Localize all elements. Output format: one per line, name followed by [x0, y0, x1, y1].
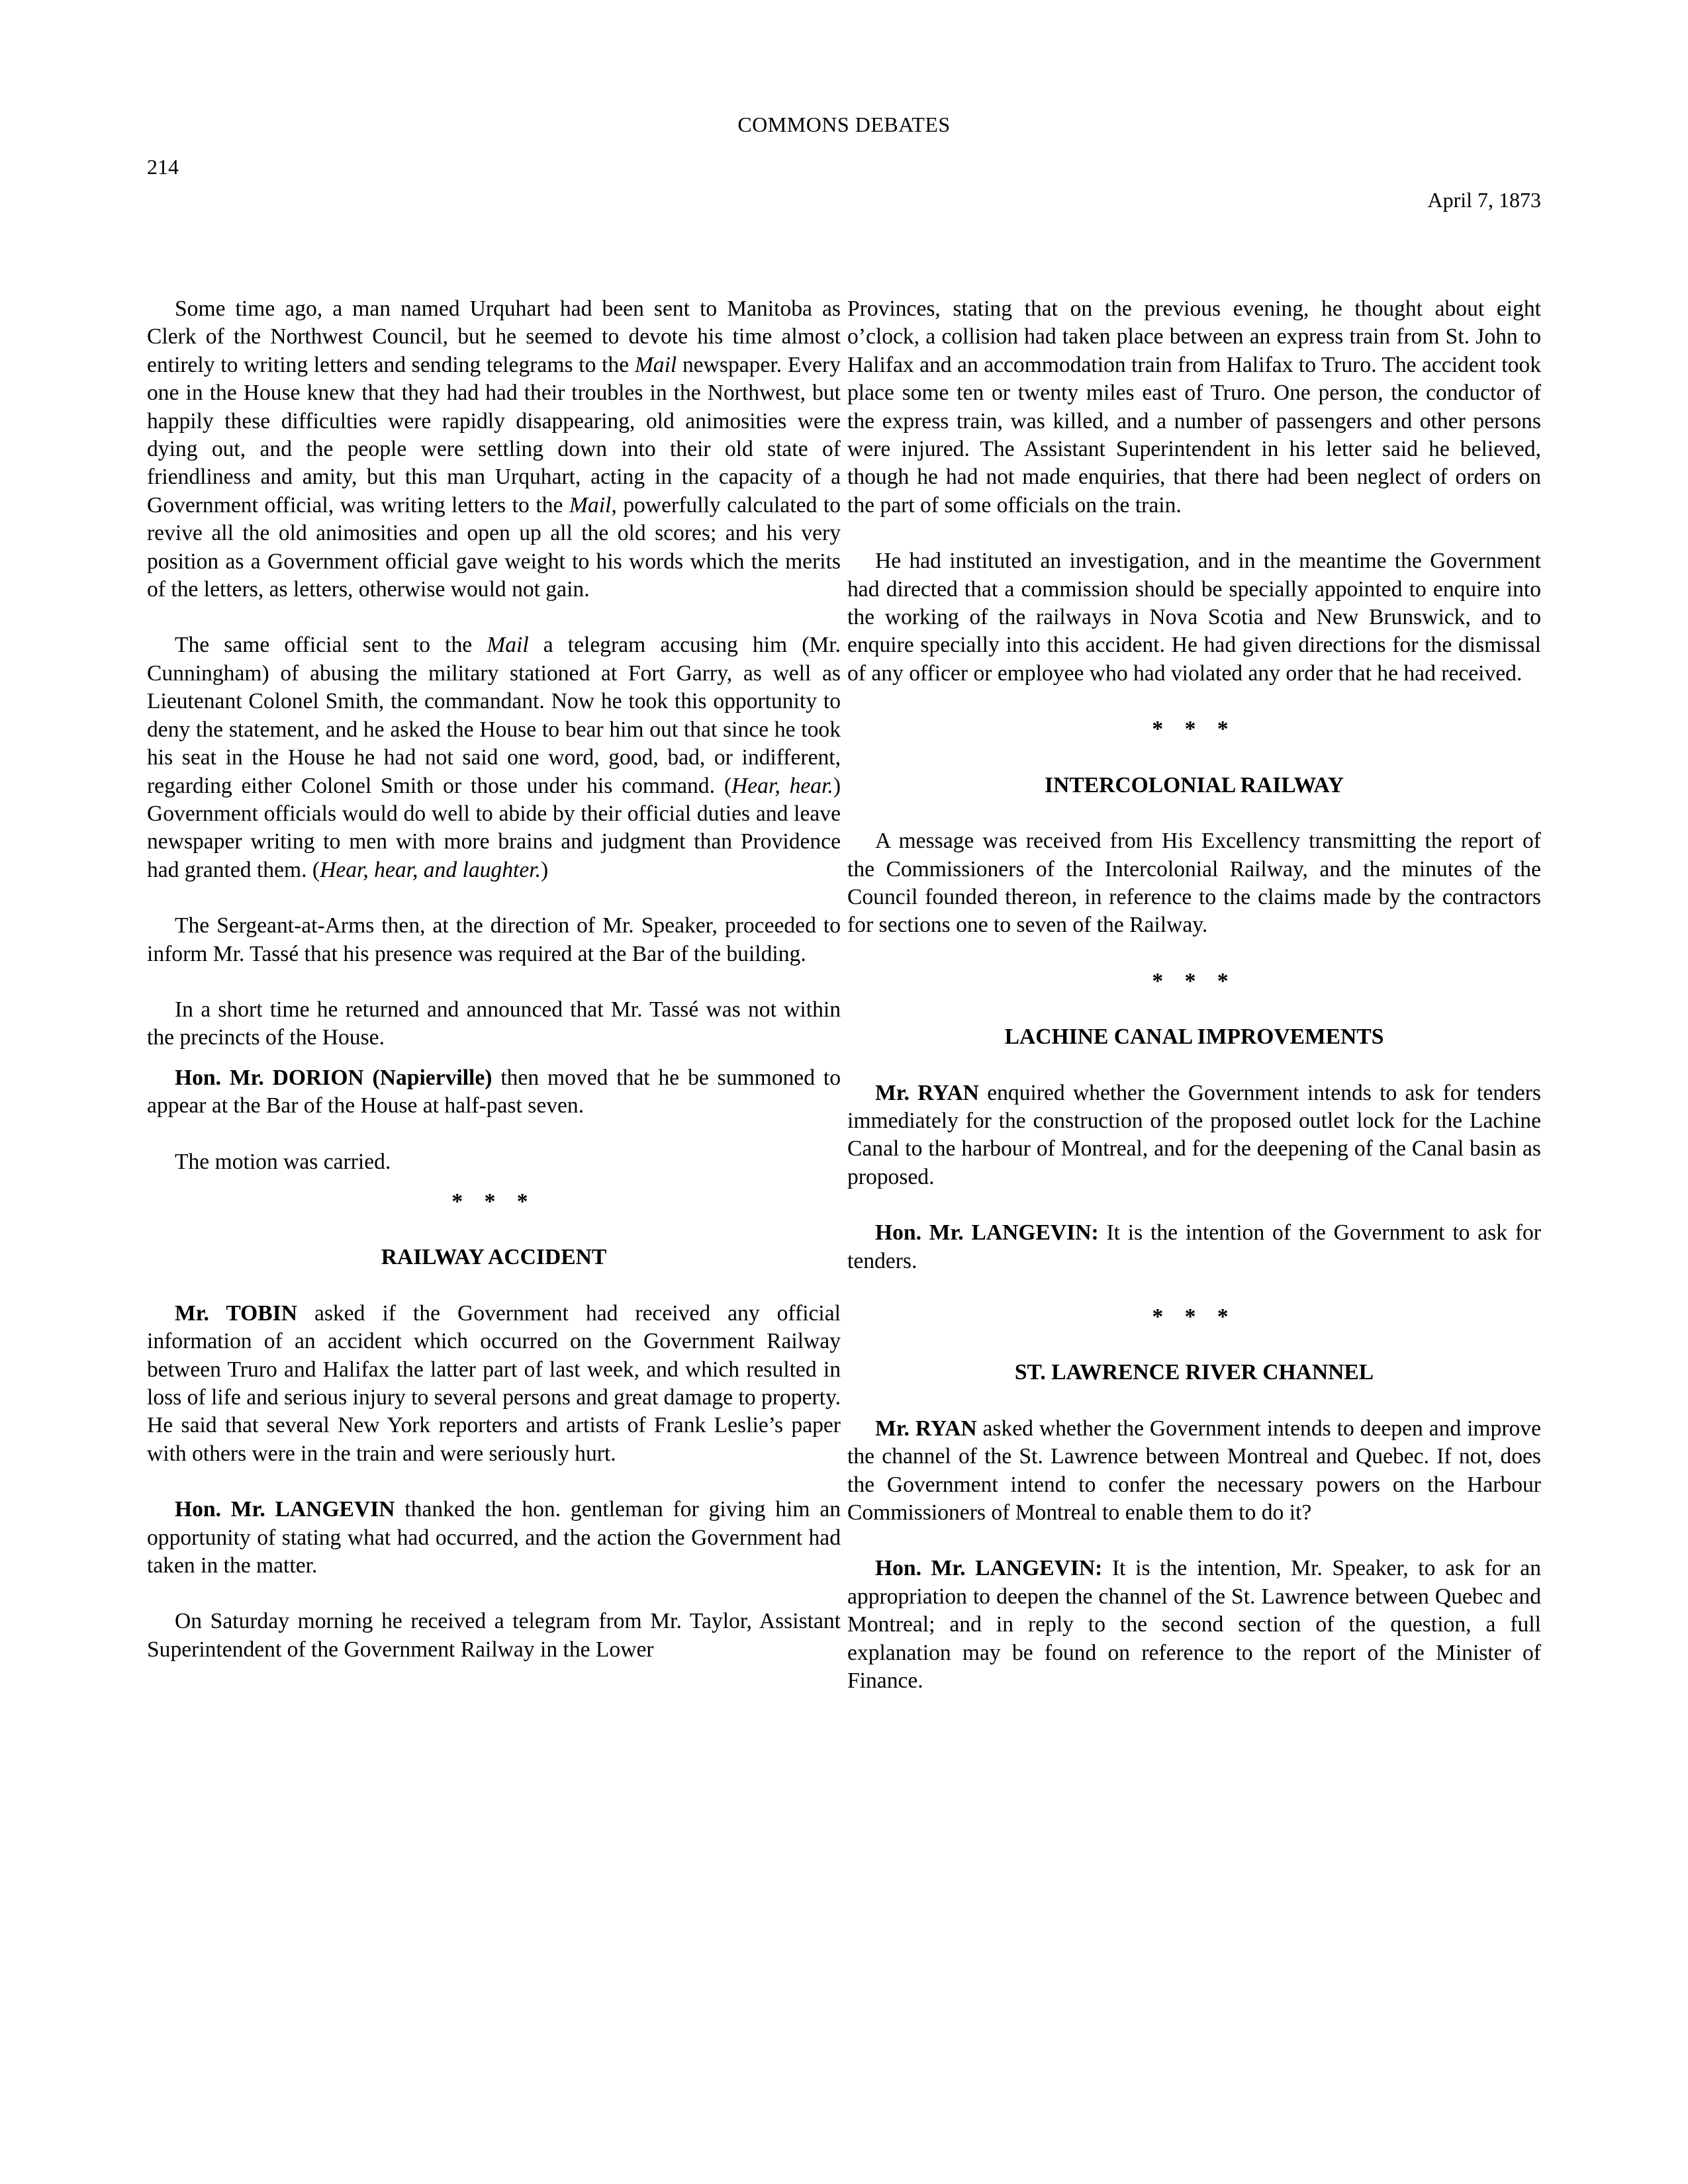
paragraph-text: asked whether the Government intends to deepen and improve the channel of the St. Lawrence between Montreal and Quebec. If not, does the Government intend to confer the necessary powers on the Harbour Commissioners of Montreal to enable them to do it? — [847, 1416, 1541, 1525]
paragraph-text: then moved that he be summoned to appear at the Bar of the House at half-past seven. — [147, 1065, 841, 1118]
newspaper-title: Mail — [569, 492, 612, 518]
speaker-name: Hon. Mr. LANGEVIN: — [875, 1556, 1103, 1581]
section-heading: ST. LAWRENCE RIVER CHANNEL — [1014, 1360, 1374, 1385]
paragraph — [147, 1064, 841, 1120]
paragraph-text: a telegram accusing him (Mr. Cunningham) of abusing the military stationed at Fort Garry, as well as Lieutenant Colonel Smith, the commandant. Now he took this opportunity to deny the statement, and he asked the House to bear him out that since he took his seat in the House he had not said one word, good, bad, or indifferent, regarding either Colonel Smith or those under his command. ( — [147, 633, 841, 798]
paragraph-text: It is the intention of the Government to ask for tenders. — [847, 1220, 1541, 1273]
section-separator: * * * — [1152, 1304, 1237, 1329]
section-separator: * * * — [1152, 717, 1237, 742]
paragraph-text: The same official sent to the — [175, 633, 487, 658]
section-separator: * * * — [1152, 968, 1237, 993]
paragraph: The motion was carried. — [175, 1149, 391, 1174]
paragraph — [847, 1079, 1541, 1192]
paragraph: Provinces, stating that on the previous evening, he thought about eight o’clock, a collision had taken place between an express train from St. John to Halifax and an accommodation train from Halifax to Truro. The accident took place some ten or twenty miles east of Truro. One person, the conductor of the express train, was killed, and a number of passengers and other persons were injured. The Assistant Superintendent in his letter said he believed, though he had not made enquiries, that there had been neglect of orders on the part of some officials on the train. — [847, 296, 1541, 518]
paragraph: A message was received from His Excellency transmitting the report of the Commissioners of the Intercolonial Railway, and the minutes of the Council founded thereon, in reference to the claims made by the contractors for sections one to seven of the Railway. — [847, 829, 1541, 938]
paragraph-text: asked if the Government had received any official information of an accident which occurred on the Government Railway between Truro and Halifax the latter part of last week, and which resulted in loss of life and serious injury to several persons and great damage to property. He said that several New York reporters and artists of Frank Leslie’s paper with others were in the train and were seriously hurt. — [147, 1300, 841, 1466]
paragraph: The Sergeant-at-Arms then, at the direction of Mr. Speaker, proceeded to inform Mr. Tassé that his presence was required at the Bar of the building. — [147, 913, 841, 966]
interjection: Hear, hear, and laughter. — [320, 857, 541, 882]
newspaper-title: Mail — [487, 633, 529, 658]
paragraph — [147, 631, 841, 884]
paragraph — [847, 1415, 1541, 1527]
running-head: COMMONS DEBATES — [737, 113, 951, 136]
section-separator: * * * — [451, 1189, 536, 1214]
paragraph-text: ) — [541, 857, 549, 882]
paragraph-text: thanked the hon. gentleman for giving him an opportunity of stating what had occurred, and the action the Government had taken in the matter. — [147, 1497, 841, 1578]
paragraph — [847, 1555, 1541, 1695]
speaker-name: Hon. Mr. LANGEVIN: — [875, 1220, 1099, 1246]
interjection: Hear, hear. — [731, 773, 833, 798]
paragraph-text: ) Government officials would do well to abide by their official duties and leave newspaper writing to men with more brains and judgment than Providence had granted them. ( — [147, 773, 841, 882]
newspaper-title: Mail — [634, 352, 677, 377]
section-heading: LACHINE CANAL IMPROVEMENTS — [1004, 1024, 1384, 1050]
paragraph: He had instituted an investigation, and in the meantime the Government had directed that a commission should be specially appointed to enquire into the working of the railways in Nova Scotia and New Brunswick, and to enquire specially into this accident. He had given directions for the dismissal of any officer or employee who had violated any order that he had received. — [847, 549, 1541, 686]
paragraph-text: enquired whether the Government intends to ask for tenders immediately for the construction of the proposed outlet lock for the Lachine Canal to the harbour of Montreal, and for the deepening of the Canal basin as proposed. — [847, 1080, 1541, 1189]
page-number: 214 — [147, 155, 179, 179]
paragraph: In a short time he returned and announced that Mr. Tassé was not within the precincts of the House. — [147, 997, 841, 1050]
paragraph-text: , powerfully calculated to revive all the old animosities and open up all the old scores; and his very position as a Government official gave weight to his words which the merits of the letters, as letters, otherwise would not gain. — [147, 492, 841, 602]
paragraph-text: newspaper. Every one in the House knew that they had had their troubles in the Northwest, but happily these difficulties were rapidly disappearing, old animosities were dying out, and the people were settling down into their old state of friendliness and amity, but this man Urquhart, acting in the capacity of a Government official, was writing letters to the — [147, 352, 841, 518]
right-column — [847, 295, 1541, 1723]
paragraph: On Saturday morning he received a telegram from Mr. Taylor, Assistant Superintendent of the Government Railway in the Lower — [147, 1609, 841, 1662]
section-heading: INTERCOLONIAL RAILWAY — [1045, 772, 1344, 797]
section-heading: RAILWAY ACCIDENT — [381, 1245, 607, 1270]
paragraph — [147, 295, 841, 604]
speaker-name: Hon. Mr. LANGEVIN — [175, 1497, 395, 1522]
speaker-name: Mr. TOBIN — [175, 1300, 297, 1326]
paragraph-text: Some time ago, a man named Urquhart had been sent to Manitoba as Clerk of the Northwest Council, but he seemed to devote his time almost entirely to writing letters and sending telegrams to the — [147, 296, 841, 377]
paragraph — [847, 1219, 1541, 1275]
paragraph — [147, 1496, 841, 1580]
paragraph — [147, 1300, 841, 1468]
speaker-name: Hon. Mr. DORION (Napierville) — [175, 1065, 492, 1090]
page-date: April 7, 1873 — [1427, 188, 1541, 212]
left-column — [147, 295, 841, 1692]
paragraph-text: It is the intention, Mr. Speaker, to ask for an appropriation to deepen the channel of the St. Lawrence between Quebec and Montreal; and in reply to the second section of the question, a full explanation may be found on reference to the report of the Minister of Finance. — [847, 1556, 1541, 1694]
speaker-name: Mr. RYAN — [875, 1416, 977, 1441]
speaker-name: Mr. RYAN — [875, 1080, 979, 1105]
